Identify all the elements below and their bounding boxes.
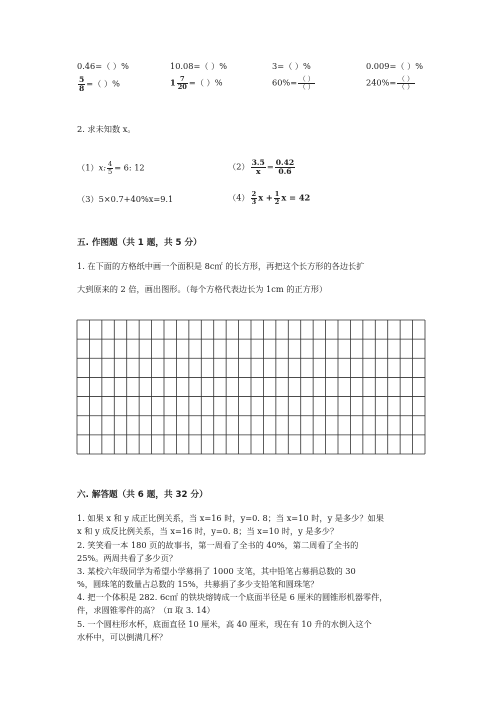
answer-line-4: 25%。两周共看了多少页？: [77, 553, 178, 563]
conversion-item-8: 240%= $\frac{( )}{( )}$: [366, 75, 414, 91]
answer-line-1: 1. 如果 x 和 y 成正比例关系，当 x=16 时，y=0. 8；当 x=10 时，y 是多少？如果: [77, 513, 384, 523]
answer-line-7: 4. 把一个体积是 282. 6c㎡ 的铁块熔铸成一个底面半径是 6 厘米的圆锥形机器零件，: [77, 592, 388, 602]
answer-line-8: 件，求圆锥零件的高？（π 取 3. 14）: [77, 605, 215, 615]
answer-line-9: 5. 一个圆柱形水杯，底面直径 10 厘米，高 40 厘米，现在有 10 升的水倒入这个: [77, 619, 372, 629]
answer-line-6: %，圆珠笔的数量占总数的 15%，共募捐了多少支铅笔和圆珠笔？: [77, 579, 319, 589]
section-5-line-1: 1. 在下面的方格纸中画一个面积是 8c㎡ 的长方形，再把这个长方形的各边长扩: [77, 261, 365, 271]
equation-2: （2） $\frac{3.5}{x}$ = $\frac{0.42}{0.6}$: [228, 158, 295, 176]
conversion-item-1: 0.46=（ ）%: [77, 61, 129, 71]
conversion-item-5: $\frac{5}{8}$ =（ ）%: [79, 75, 120, 93]
conversion-item-2: 10.08=（ ）%: [170, 61, 228, 71]
conversion-item-4: 0.009=（ ）%: [366, 61, 424, 71]
question-2-title: 2. 求未知数 x。: [77, 124, 136, 134]
answer-line-5: 3. 某校六年级同学为希望小学募捐了 1000 支笔，其中铅笔占募捐总数的 30: [77, 566, 356, 576]
square-grid-paper[interactable]: [76, 319, 426, 455]
equation-1: （1）x: $\frac{4}{5}$ = 6: 12: [77, 160, 145, 176]
section-6-heading: 六. 解答题（共 6 题，共 32 分）: [77, 490, 208, 500]
answer-line-2: x 和 y 成反比例关系，当 x=16 时，y=0. 8；当 x=10 时，y 是多少？: [77, 526, 339, 536]
answer-line-10: 水杯中，可以倒满几杯？: [77, 632, 168, 642]
section-5-line-2: 大到原来的 2 倍，画出图形。（每个方格代表边长为 1cm 的正方形）: [77, 284, 328, 294]
conversion-item-7: 60%= $\frac{( )}{( )}$: [272, 75, 315, 91]
equation-3: （3）5×0.7+40%x=9.1: [77, 194, 174, 204]
equation-4: （4） $\frac{2}{3}$ x + $\frac{1}{2}$ x = 42: [228, 190, 311, 206]
conversion-item-6: 1 $\frac{7}{20}$ =（ ）%: [170, 75, 223, 91]
conversion-item-3: 3=（ ）%: [272, 61, 311, 71]
section-5-heading: 五. 作图题（共 1 题，共 5 分）: [77, 238, 202, 248]
answer-line-3: 2. 笑笑看一本 180 页的故事书，第一周看了全书的 40%，第二周看了全书的: [77, 540, 359, 550]
